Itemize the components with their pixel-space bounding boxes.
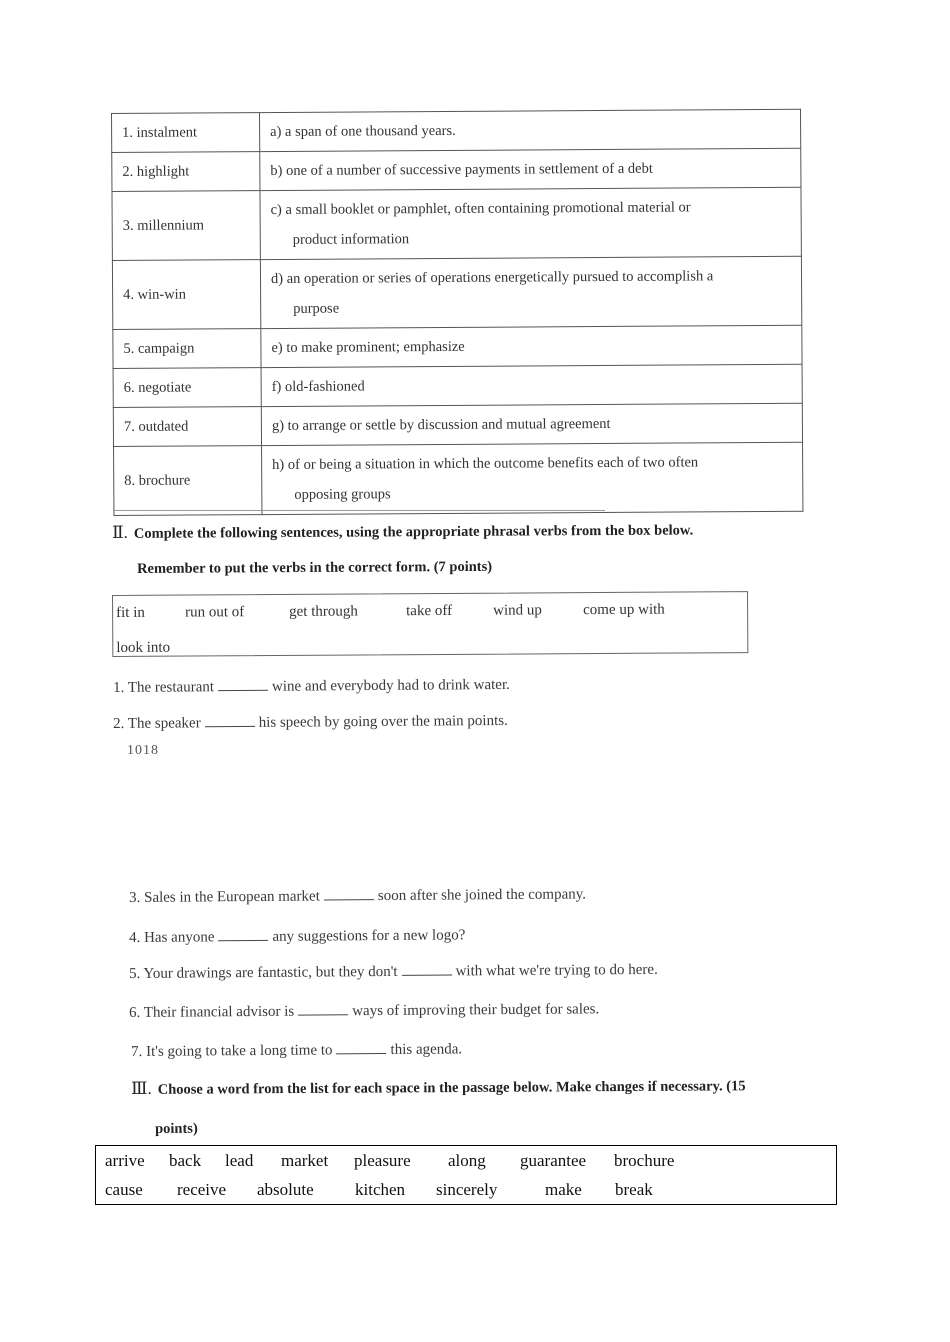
word-item: break: [615, 1180, 653, 1199]
term-cell: 4. win-win: [112, 260, 260, 330]
scan-rule: [113, 510, 605, 511]
table-row: [113, 403, 802, 446]
answer-blank: [336, 1041, 386, 1054]
term-cell: 7. outdated: [113, 407, 261, 447]
definition-cell: b) one of a number of successive payments in settlement of a debt: [260, 148, 801, 190]
phrase-item: run out of: [185, 604, 245, 621]
word-item: back: [169, 1151, 202, 1170]
answer-blank: [218, 928, 268, 941]
word-item: cause: [105, 1180, 143, 1199]
exercise-sentence: 3. Sales in the European market soon after she joined the company.: [129, 886, 587, 906]
page-number: 1018: [127, 743, 159, 758]
definition-cell: c) a small booklet or pamphlet, often containing promotional material or product information: [260, 187, 801, 259]
word-item: make: [545, 1180, 582, 1199]
term-cell: 8. brochure: [114, 446, 262, 516]
table-row: [113, 364, 802, 407]
table-row: [112, 256, 801, 329]
section-2-heading: Ⅱ. Complete the following sentences, using the appropriate phrasal verbs from the box below.: [112, 522, 694, 542]
definition-cell: h) of or being a situation in which the outcome benefits each of two often opposing groups: [262, 442, 803, 514]
answer-blank: [205, 714, 255, 727]
table-row: [113, 325, 802, 368]
term-cell: 3. millennium: [112, 191, 260, 261]
section-3-heading: Ⅲ. Choose a word from the list for each space in the passage below. Make changes if necessary. (15: [131, 1078, 746, 1098]
word-item: absolute: [257, 1180, 314, 1199]
definition-cell: a) a span of one thousand years.: [260, 109, 801, 151]
section-2-heading-line2: Remember to put the verbs in the correct form. (7 points): [137, 558, 493, 577]
term-cell: 5. campaign: [113, 329, 261, 369]
table-row: [112, 148, 801, 191]
phrase-item: fit in: [116, 604, 145, 621]
phrase-item: get through: [289, 603, 358, 620]
term-cell: 6. negotiate: [113, 368, 261, 408]
phrase-item: take off: [406, 602, 453, 620]
word-item: market: [281, 1151, 329, 1170]
word-item: kitchen: [355, 1180, 406, 1199]
word-item: lead: [225, 1151, 254, 1170]
phrase-item: wind up: [493, 602, 542, 619]
word-item: pleasure: [354, 1151, 411, 1170]
definition-cell: f) old-fashioned: [261, 364, 802, 406]
exercise-sentence: 6. Their financial advisor is ways of improving their budget for sales.: [129, 1001, 600, 1021]
word-item: brochure: [614, 1151, 675, 1170]
exercise-sentence: 1. The restaurant wine and everybody had to drink water.: [113, 676, 510, 696]
word-item: arrive: [105, 1151, 145, 1170]
section-2-numeral: Ⅱ.: [112, 522, 128, 542]
matching-table: [111, 109, 803, 516]
exercise-sentence: 7. It's going to take a long time to this agenda.: [131, 1041, 463, 1060]
table-row: [114, 442, 803, 515]
term-cell: 1. instalment: [112, 113, 260, 153]
answer-blank: [298, 1002, 348, 1015]
section-3-heading-line2: points): [155, 1120, 198, 1137]
answer-blank: [401, 962, 451, 975]
word-item: along: [448, 1151, 486, 1170]
phrase-item: look into: [116, 639, 171, 656]
section-3-numeral: Ⅲ.: [131, 1078, 152, 1098]
exercise-sentence: 4. Has anyone any suggestions for a new logo?: [129, 927, 466, 946]
table-row: [112, 109, 801, 152]
definition-cell: e) to make prominent; emphasize: [261, 325, 802, 367]
word-item: sincerely: [436, 1180, 498, 1199]
word-list-box: [95, 1145, 837, 1205]
phrase-item: come up with: [583, 601, 665, 619]
definition-cell: d) an operation or series of operations energetically pursued to accomplish a purpose: [260, 256, 801, 328]
exercise-sentence: 5. Your drawings are fantastic, but they don't with what we're trying to do here.: [129, 961, 658, 982]
word-item: guarantee: [520, 1151, 587, 1170]
phrasal-verb-box: [112, 591, 748, 657]
exercise-sentence: 2. The speaker his speech by going over the main points.: [113, 712, 508, 732]
answer-blank: [218, 678, 268, 691]
table-row: [112, 187, 801, 260]
answer-blank: [324, 887, 374, 900]
definition-cell: g) to arrange or settle by discussion and mutual agreement: [261, 403, 802, 445]
word-item: receive: [177, 1180, 227, 1199]
term-cell: 2. highlight: [112, 152, 260, 192]
